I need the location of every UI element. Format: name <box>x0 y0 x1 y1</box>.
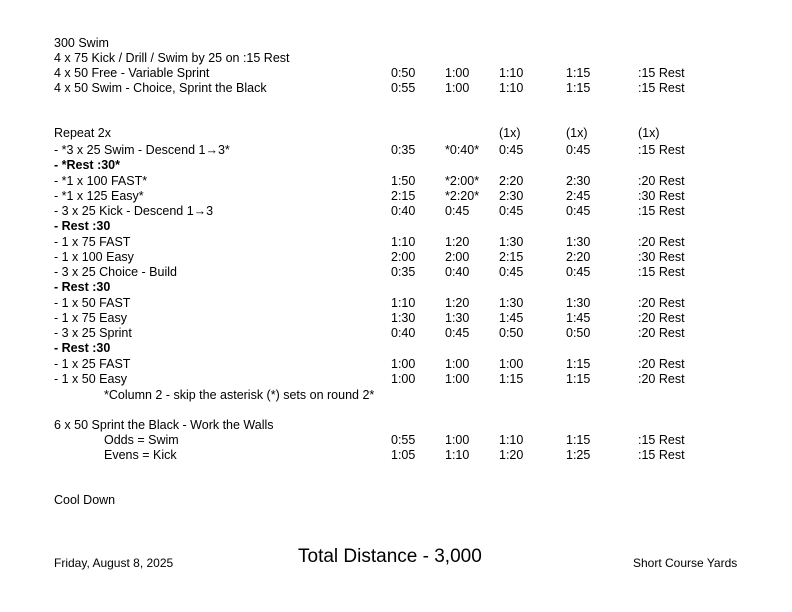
footer-date: Friday, August 8, 2025 <box>54 556 174 570</box>
repeat-label: Repeat 2x <box>54 126 111 140</box>
cooldown-label: Cool Down <box>54 493 116 507</box>
row-description: - Rest :30 <box>54 341 111 356</box>
warmup-row <box>0 81 792 96</box>
interval-col-3: 0:45 <box>499 204 524 218</box>
row-description: 300 Swim <box>54 36 109 50</box>
main-set-row <box>0 235 792 250</box>
interval-col-4: 1:15 <box>566 66 591 80</box>
interval-col-4: 2:20 <box>566 249 591 264</box>
main-set-row <box>0 174 792 189</box>
interval-col-2: 0:40 <box>445 265 470 279</box>
interval-col-3: 2:20 <box>499 173 524 188</box>
round-label-col-5: (1x) <box>638 126 660 140</box>
row-description: 4 x 50 Free - Variable Sprint <box>54 66 210 80</box>
row-description: - 1 x 75 FAST <box>54 234 131 249</box>
main-set-row <box>0 143 792 158</box>
interval-col-5: :15 Rest <box>638 143 685 157</box>
row-description: - 1 x 50 FAST <box>54 295 131 310</box>
round-label-col-4: (1x) <box>566 126 588 140</box>
interval-col-1: 0:50 <box>391 66 416 80</box>
interval-col-5: :15 Rest <box>638 81 685 95</box>
interval-col-2: 1:00 <box>445 433 470 447</box>
interval-col-5: :20 Rest <box>638 173 685 188</box>
interval-col-3: 1:15 <box>499 371 524 386</box>
interval-col-4: 2:45 <box>566 188 591 203</box>
warmup-row <box>0 51 792 66</box>
rest-row <box>0 158 792 173</box>
row-description: Odds = Swim <box>104 433 179 447</box>
row-description: - 1 x 50 Easy <box>54 371 127 386</box>
interval-col-5: :15 Rest <box>638 433 685 447</box>
sprint-set-title-row <box>0 418 792 433</box>
interval-col-1: 2:15 <box>391 188 416 203</box>
interval-col-1: 0:55 <box>391 81 416 95</box>
interval-col-3: 1:30 <box>499 234 524 249</box>
interval-col-4: 1:30 <box>566 295 591 310</box>
interval-col-4: 1:15 <box>566 356 591 371</box>
row-description: 4 x 50 Swim - Choice, Sprint the Black <box>54 81 267 95</box>
interval-col-3: 1:00 <box>499 356 524 371</box>
main-set-note: *Column 2 - skip the asterisk (*) sets on round 2* <box>104 388 375 402</box>
row-description: - 3 x 25 Kick - Descend 1→3 <box>54 204 214 218</box>
interval-col-4: 0:45 <box>566 143 591 157</box>
interval-col-1: 1:00 <box>391 371 416 386</box>
interval-col-4: 2:30 <box>566 173 591 188</box>
interval-col-3: 1:30 <box>499 295 524 310</box>
interval-col-1: 1:10 <box>391 234 416 249</box>
course-type: Short Course Yards <box>633 556 738 570</box>
interval-col-4: 1:15 <box>566 433 591 447</box>
rest-row <box>0 219 792 234</box>
row-description: 4 x 75 Kick / Drill / Swim by 25 on :15 Rest <box>54 51 290 65</box>
interval-col-5: :20 Rest <box>638 295 685 310</box>
interval-col-5: :20 Rest <box>638 234 685 249</box>
interval-col-5: :20 Rest <box>638 356 685 371</box>
interval-col-3: 1:10 <box>499 81 524 95</box>
interval-col-1: 2:00 <box>391 249 416 264</box>
main-set-row <box>0 265 792 280</box>
interval-col-2: 1:20 <box>445 295 470 310</box>
interval-col-3: 0:45 <box>499 143 524 157</box>
row-description: - 1 x 25 FAST <box>54 356 131 371</box>
interval-col-2: 1:30 <box>445 310 470 325</box>
interval-col-4: 1:30 <box>566 234 591 249</box>
interval-col-1: 0:55 <box>391 433 416 447</box>
interval-col-3: 2:15 <box>499 249 524 264</box>
interval-col-4: 1:25 <box>566 448 591 462</box>
main-set-row <box>0 189 792 204</box>
rest-row <box>0 341 792 356</box>
row-description: - 3 x 25 Sprint <box>54 326 132 340</box>
interval-col-4: 1:15 <box>566 81 591 95</box>
interval-col-5: :15 Rest <box>638 66 685 80</box>
interval-col-2: *2:20* <box>445 188 480 203</box>
interval-col-4: 0:50 <box>566 326 591 340</box>
interval-col-1: 1:30 <box>391 310 416 325</box>
interval-col-2: 1:10 <box>445 448 470 462</box>
main-set-row <box>0 311 792 326</box>
row-description: - *Rest :30* <box>54 158 120 173</box>
main-set-row <box>0 250 792 265</box>
interval-col-3: 0:45 <box>499 265 524 279</box>
interval-col-5: :30 Rest <box>638 249 685 264</box>
interval-col-3: 1:45 <box>499 310 524 325</box>
interval-col-5: :20 Rest <box>638 326 685 340</box>
row-description: - 1 x 75 Easy <box>54 310 127 325</box>
interval-col-3: 1:20 <box>499 448 524 462</box>
interval-col-1: 0:35 <box>391 143 416 157</box>
row-description: - Rest :30 <box>54 219 111 234</box>
rest-row <box>0 280 792 295</box>
interval-col-2: 1:00 <box>445 371 470 386</box>
interval-col-3: 0:50 <box>499 326 524 340</box>
interval-col-5: :15 Rest <box>638 448 685 462</box>
row-description: - 1 x 100 Easy <box>54 249 134 264</box>
interval-col-4: 0:45 <box>566 204 591 218</box>
interval-col-5: :30 Rest <box>638 188 685 203</box>
row-description: - *3 x 25 Swim - Descend 1→3* <box>54 143 230 157</box>
main-set-row <box>0 372 792 387</box>
sprint-set-title: 6 x 50 Sprint the Black - Work the Walls <box>54 418 274 432</box>
interval-col-1: 0:40 <box>391 326 416 340</box>
interval-col-2: 0:45 <box>445 326 470 340</box>
sprint-set-row <box>0 448 792 463</box>
interval-col-3: 1:10 <box>499 433 524 447</box>
interval-col-1: 0:40 <box>391 204 416 218</box>
main-set-row <box>0 296 792 311</box>
round-label-col-3: (1x) <box>499 126 521 140</box>
interval-col-5: :15 Rest <box>638 204 685 218</box>
interval-col-4: 1:45 <box>566 310 591 325</box>
main-set-row <box>0 357 792 372</box>
interval-col-1: 1:00 <box>391 356 416 371</box>
interval-col-4: 1:15 <box>566 371 591 386</box>
interval-col-1: 1:50 <box>391 173 416 188</box>
interval-col-4: 0:45 <box>566 265 591 279</box>
interval-col-1: 1:10 <box>391 295 416 310</box>
row-description: - Rest :30 <box>54 280 111 295</box>
interval-col-5: :15 Rest <box>638 265 685 279</box>
row-description: - *1 x 125 Easy* <box>54 188 144 203</box>
warmup-row <box>0 66 792 81</box>
row-description: - *1 x 100 FAST* <box>54 173 148 188</box>
sprint-set-row <box>0 433 792 448</box>
main-set-row <box>0 204 792 219</box>
row-description: Evens = Kick <box>104 448 177 462</box>
cooldown-row <box>0 493 792 508</box>
interval-col-2: 1:00 <box>445 356 470 371</box>
interval-col-2: 2:00 <box>445 249 470 264</box>
interval-col-3: 2:30 <box>499 188 524 203</box>
main-set-row <box>0 326 792 341</box>
interval-col-2: 1:00 <box>445 66 470 80</box>
warmup-row <box>0 36 792 51</box>
main-set-header <box>0 126 792 141</box>
interval-col-2: 0:45 <box>445 204 470 218</box>
total-distance: Total Distance - 3,000 <box>298 546 482 567</box>
interval-col-5: :20 Rest <box>638 371 685 386</box>
interval-col-3: 1:10 <box>499 66 524 80</box>
interval-col-2: 1:00 <box>445 81 470 95</box>
interval-col-1: 1:05 <box>391 448 416 462</box>
interval-col-5: :20 Rest <box>638 310 685 325</box>
interval-col-2: 1:20 <box>445 234 470 249</box>
interval-col-2: *0:40* <box>445 143 480 157</box>
interval-col-2: *2:00* <box>445 173 480 188</box>
row-description: - 3 x 25 Choice - Build <box>54 265 177 279</box>
interval-col-1: 0:35 <box>391 265 416 279</box>
